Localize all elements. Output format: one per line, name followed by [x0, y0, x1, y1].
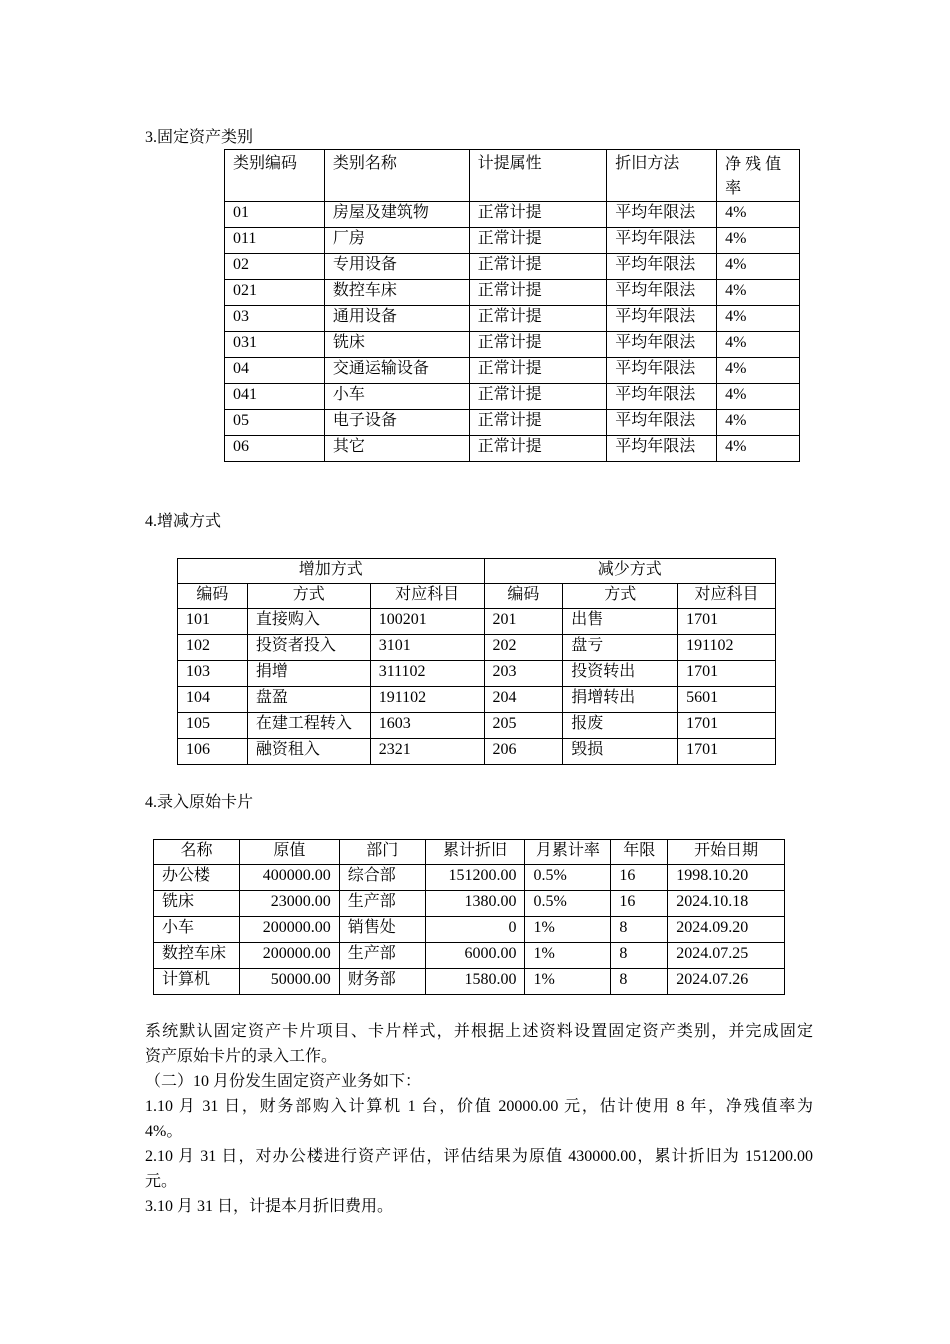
table-cell: 数控车床: [324, 280, 469, 306]
table-cell: 其它: [324, 436, 469, 462]
table-cell: 盘盈: [247, 687, 370, 713]
table-cell: 8: [611, 969, 668, 995]
table-cell: 平均年限法: [607, 358, 717, 384]
table-cell: 小车: [324, 384, 469, 410]
table-cell: 103: [178, 661, 248, 687]
group-header-decrease: 减少方式: [484, 559, 775, 584]
asset-category-table: [224, 149, 800, 462]
table-cell: 191102: [678, 635, 776, 661]
table-cell: 311102: [370, 661, 484, 687]
table-row: [178, 739, 776, 765]
table-cell: 捐增: [247, 661, 370, 687]
table-cell: 2024.10.18: [668, 891, 785, 917]
table-cell: 投资转出: [563, 661, 678, 687]
table-cell: 202: [484, 635, 563, 661]
table-row: [154, 943, 785, 969]
table-cell: 综合部: [339, 865, 425, 891]
header-cell: 原值: [239, 840, 339, 865]
header-cell: 方式: [563, 584, 678, 609]
table-cell: 0: [425, 917, 525, 943]
header-cell: 对应科目: [678, 584, 776, 609]
table-cell: 办公楼: [154, 865, 240, 891]
table-cell: 02: [225, 254, 325, 280]
table-cell: 1%: [525, 969, 611, 995]
table-cell: 05: [225, 410, 325, 436]
header-cell: 部门: [339, 840, 425, 865]
table-row: [154, 891, 785, 917]
business-item-3: 3.10 月 31 日，计提本月折旧费用。: [145, 1198, 394, 1215]
table-row: [225, 228, 800, 254]
table-row: [225, 306, 800, 332]
table-row: [178, 635, 776, 661]
table-cell: 融资租入: [247, 739, 370, 765]
table-cell: 102: [178, 635, 248, 661]
table-row: [154, 865, 785, 891]
table-cell: 正常计提: [469, 202, 607, 228]
table-cell: 031: [225, 332, 325, 358]
table-cell: 厂房: [324, 228, 469, 254]
table-row: [178, 687, 776, 713]
table-cell: 正常计提: [469, 306, 607, 332]
table-header-row: [178, 584, 776, 609]
table-cell: 盘亏: [563, 635, 678, 661]
table-cell: 400000.00: [239, 865, 339, 891]
header-cell-line1: 净 残 值: [725, 156, 782, 173]
table-cell: 铣床: [154, 891, 240, 917]
paragraph-line: 2.10 月 31 日，对办公楼进行资产评估，评估结果为原值 430000.00，累计折旧为 151200.00: [145, 1148, 813, 1165]
table-cell: 100201: [370, 609, 484, 635]
table-cell: 电子设备: [324, 410, 469, 436]
table-cell: 专用设备: [324, 254, 469, 280]
paragraph-line: 系统默认固定资产卡片项目、卡片样式，并根据上述资料设置固定资产类别，并完成固定: [145, 1023, 813, 1040]
table-cell: 5601: [678, 687, 776, 713]
header-cell: 名称: [154, 840, 240, 865]
table-cell: 平均年限法: [607, 436, 717, 462]
table-cell: 4%: [717, 202, 800, 228]
table-row: [178, 713, 776, 739]
table-cell: 正常计提: [469, 254, 607, 280]
table-cell: 8: [611, 917, 668, 943]
table-cell: 平均年限法: [607, 228, 717, 254]
table-cell: 104: [178, 687, 248, 713]
table-cell: 通用设备: [324, 306, 469, 332]
table-cell: 4%: [717, 332, 800, 358]
table-cell: 1603: [370, 713, 484, 739]
header-cell: 编码: [484, 584, 563, 609]
table-cell: 1701: [678, 609, 776, 635]
table-cell: 205: [484, 713, 563, 739]
table-cell: 投资者投入: [247, 635, 370, 661]
table-cell: 房屋及建筑物: [324, 202, 469, 228]
table-cell: 在建工程转入: [247, 713, 370, 739]
table-cell: 04: [225, 358, 325, 384]
header-cell: 类别名称: [324, 150, 469, 202]
change-method-table: [177, 558, 776, 765]
header-cell: 类别编码: [225, 150, 325, 202]
table-row: [225, 332, 800, 358]
header-cell: 累计折旧: [425, 840, 525, 865]
table-row: [225, 202, 800, 228]
table-cell: 101: [178, 609, 248, 635]
table-cell: 3101: [370, 635, 484, 661]
table-cell: 平均年限法: [607, 254, 717, 280]
table-cell: 206: [484, 739, 563, 765]
table-row: [154, 969, 785, 995]
table-cell: 毁损: [563, 739, 678, 765]
section4b-title: 4.录入原始卡片: [145, 794, 254, 811]
table-cell: 203: [484, 661, 563, 687]
table-cell: 4%: [717, 280, 800, 306]
table-cell: 4%: [717, 436, 800, 462]
table-row: [225, 410, 800, 436]
table-cell: 交通运输设备: [324, 358, 469, 384]
table-row: [178, 609, 776, 635]
table-cell: 1580.00: [425, 969, 525, 995]
table-cell: 191102: [370, 687, 484, 713]
table-cell: 011: [225, 228, 325, 254]
table-cell: 铣床: [324, 332, 469, 358]
table-cell: 23000.00: [239, 891, 339, 917]
table-cell: 041: [225, 384, 325, 410]
table-cell: 正常计提: [469, 332, 607, 358]
table-cell: 计算机: [154, 969, 240, 995]
table-cell: 1998.10.20: [668, 865, 785, 891]
table-cell: 捐增转出: [563, 687, 678, 713]
table-cell: 生产部: [339, 891, 425, 917]
paragraph-line: 资产原始卡片的录入工作。: [145, 1048, 338, 1065]
table-cell: 50000.00: [239, 969, 339, 995]
header-cell: 方式: [247, 584, 370, 609]
business-item-2: [145, 1144, 813, 1194]
table-cell: 小车: [154, 917, 240, 943]
table-cell: 生产部: [339, 943, 425, 969]
table-row: [225, 384, 800, 410]
section3-title: 3.固定资产类别: [145, 129, 254, 146]
header-cell: 开始日期: [668, 840, 785, 865]
table-row: [178, 661, 776, 687]
table-row: [225, 280, 800, 306]
table-cell: 6000.00: [425, 943, 525, 969]
header-cell: 年限: [611, 840, 668, 865]
table-cell: 正常计提: [469, 436, 607, 462]
table-cell: 2024.07.25: [668, 943, 785, 969]
table-cell: 1%: [525, 943, 611, 969]
business-intro: （二）10 月份发生固定资产业务如下：: [145, 1073, 422, 1090]
table-cell: 1380.00: [425, 891, 525, 917]
header-cell: 月累计率: [525, 840, 611, 865]
table-row: [154, 917, 785, 943]
paragraph-line: 4%。: [145, 1123, 183, 1140]
table-cell: 1701: [678, 739, 776, 765]
table-cell: 2024.09.20: [668, 917, 785, 943]
table-cell: 财务部: [339, 969, 425, 995]
table-cell: 0.5%: [525, 865, 611, 891]
table-cell: 4%: [717, 410, 800, 436]
header-cell: 对应科目: [370, 584, 484, 609]
table-cell: 出售: [563, 609, 678, 635]
table-cell: 0.5%: [525, 891, 611, 917]
header-cell: 折旧方法: [607, 150, 717, 202]
table-cell: 06: [225, 436, 325, 462]
table-cell: 03: [225, 306, 325, 332]
table-cell: 204: [484, 687, 563, 713]
table-cell: 平均年限法: [607, 384, 717, 410]
table-cell: 平均年限法: [607, 306, 717, 332]
table-row: [225, 254, 800, 280]
table-cell: 4%: [717, 358, 800, 384]
table-header-row: [225, 150, 800, 202]
table-row: [225, 436, 800, 462]
table-cell: 021: [225, 280, 325, 306]
table-cell: 平均年限法: [607, 202, 717, 228]
table-cell: 销售处: [339, 917, 425, 943]
table-cell: 平均年限法: [607, 280, 717, 306]
table-cell: 200000.00: [239, 943, 339, 969]
table-cell: 平均年限法: [607, 410, 717, 436]
table-cell: 正常计提: [469, 358, 607, 384]
table-cell: 200000.00: [239, 917, 339, 943]
table-cell: 16: [611, 865, 668, 891]
table-cell: 105: [178, 713, 248, 739]
table-cell: 直接购入: [247, 609, 370, 635]
table-header-row: [154, 840, 785, 865]
instruction-paragraph: [145, 1019, 813, 1069]
table-cell: 正常计提: [469, 410, 607, 436]
table-cell: 正常计提: [469, 228, 607, 254]
table-group-header-row: [178, 559, 776, 584]
section4a-title: 4.增减方式: [145, 513, 222, 530]
header-cell: 编码: [178, 584, 248, 609]
table-cell: 01: [225, 202, 325, 228]
table-cell: 4%: [717, 228, 800, 254]
original-card-table: [153, 839, 785, 995]
table-cell: 1701: [678, 713, 776, 739]
table-cell: 正常计提: [469, 384, 607, 410]
group-header-increase: 增加方式: [178, 559, 485, 584]
table-cell: 2024.07.26: [668, 969, 785, 995]
paragraph-line: 元。: [145, 1173, 178, 1190]
table-cell: 151200.00: [425, 865, 525, 891]
table-cell: 106: [178, 739, 248, 765]
table-cell: 16: [611, 891, 668, 917]
header-cell-line2: 率: [725, 180, 742, 197]
table-cell: 正常计提: [469, 280, 607, 306]
table-cell: 平均年限法: [607, 332, 717, 358]
header-cell: [717, 150, 800, 202]
table-cell: 2321: [370, 739, 484, 765]
table-cell: 1701: [678, 661, 776, 687]
table-cell: 报废: [563, 713, 678, 739]
table-cell: 8: [611, 943, 668, 969]
header-cell: 计提属性: [469, 150, 607, 202]
table-cell: 1%: [525, 917, 611, 943]
table-row: [225, 358, 800, 384]
table-cell: 数控车床: [154, 943, 240, 969]
table-cell: 4%: [717, 306, 800, 332]
table-cell: 4%: [717, 254, 800, 280]
business-item-1: [145, 1094, 813, 1144]
table-cell: 4%: [717, 384, 800, 410]
table-cell: 201: [484, 609, 563, 635]
paragraph-line: 1.10 月 31 日，财务部购入计算机 1 台，价值 20000.00 元，估计使用 8 年，净残值率为: [145, 1098, 813, 1115]
